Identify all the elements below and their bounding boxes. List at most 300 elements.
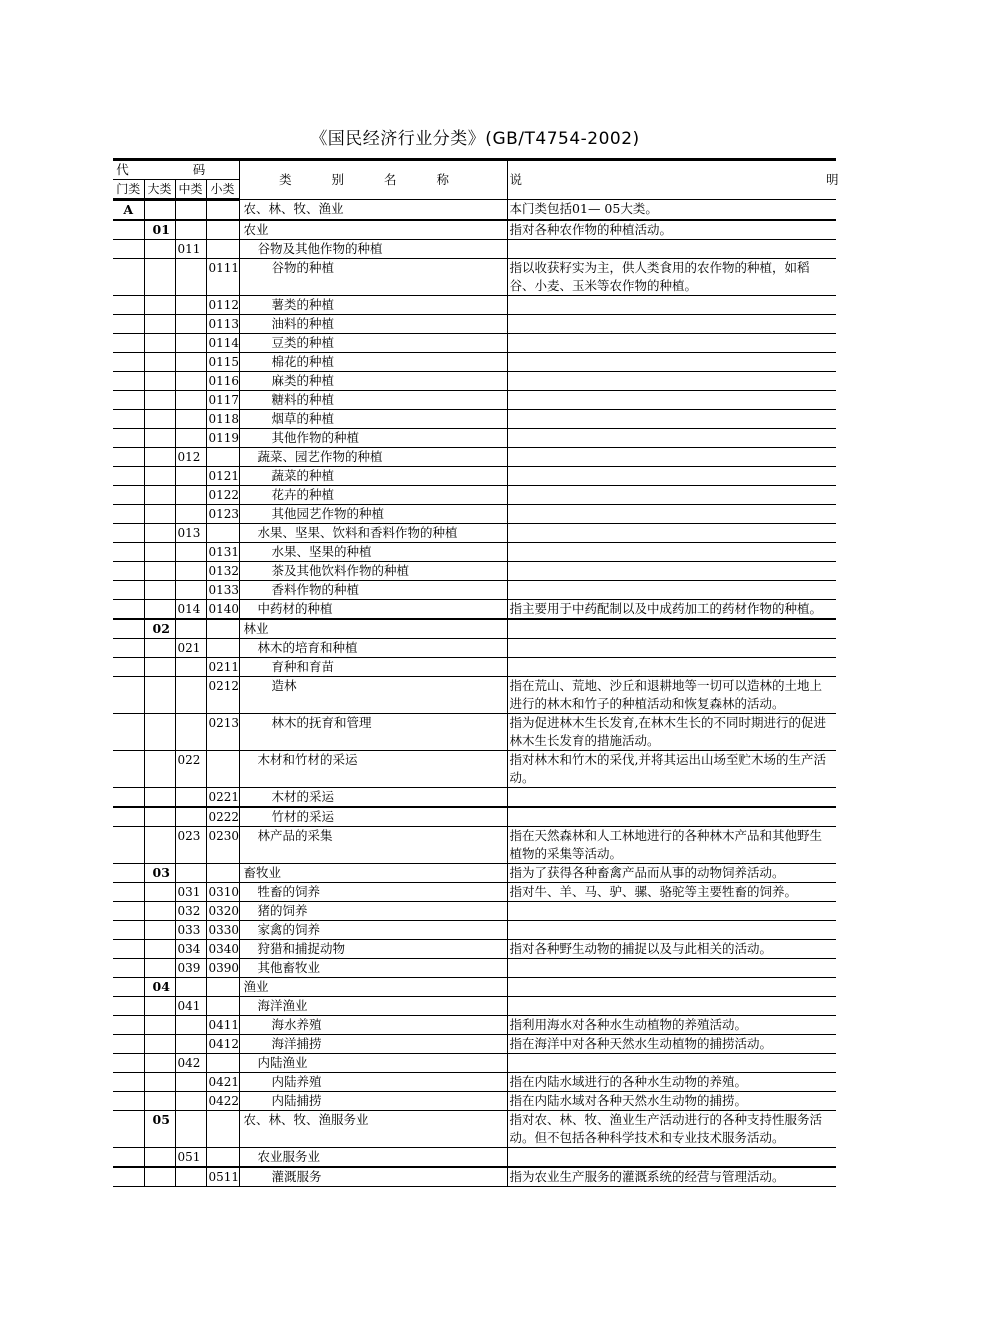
table-row	[113, 751, 836, 788]
industry-name-cell: 其他园艺作物的种植	[239, 505, 507, 524]
category-code-cell	[113, 240, 144, 259]
group-code-cell	[175, 486, 206, 505]
class-code-cell	[206, 240, 239, 259]
category-code-cell	[113, 751, 144, 788]
group-code-cell	[175, 467, 206, 486]
division-code-cell: 05	[144, 1111, 175, 1148]
division-code-cell	[144, 940, 175, 959]
division-code-cell	[144, 959, 175, 978]
division-code-cell	[144, 902, 175, 921]
class-code-cell: 0222	[206, 807, 239, 827]
industry-name-cell: 烟草的种植	[239, 410, 507, 429]
class-code-cell	[206, 639, 239, 658]
group-code-cell: 011	[175, 240, 206, 259]
industry-name-cell: 内陆捕捞	[239, 1092, 507, 1111]
description-cell: 指对牛、羊、马、驴、骡、骆驼等主要牲畜的饲养。	[507, 883, 836, 902]
table-row	[113, 240, 836, 259]
industry-classification-table	[113, 158, 989, 1187]
class-code-cell: 0411	[206, 1016, 239, 1035]
description-cell	[507, 902, 836, 921]
category-code-cell: A	[113, 200, 144, 221]
table-row	[113, 1111, 836, 1148]
table-row	[113, 315, 836, 334]
class-code-cell: 0121	[206, 467, 239, 486]
table-row	[113, 259, 836, 296]
category-code-cell	[113, 1016, 144, 1035]
group-code-cell: 039	[175, 959, 206, 978]
category-code-cell	[113, 883, 144, 902]
industry-name-cell: 谷物及其他作物的种植	[239, 240, 507, 259]
category-code-cell	[113, 410, 144, 429]
description-cell: 指在内陆水域对各种天然水生动物的捕捞。	[507, 1092, 836, 1111]
category-code-cell	[113, 562, 144, 581]
industry-name-cell: 麻类的种植	[239, 372, 507, 391]
table-body	[113, 200, 836, 1187]
table-row	[113, 562, 836, 581]
category-code-cell	[113, 677, 144, 714]
category-code-cell	[113, 827, 144, 864]
division-code-cell	[144, 921, 175, 940]
description-cell: 指对林木和竹木的采伐,并将其运出山场至贮木场的生产活动。	[507, 751, 836, 788]
division-code-cell	[144, 240, 175, 259]
category-code-cell	[113, 1148, 144, 1168]
table-row	[113, 543, 836, 562]
class-code-cell: 0118	[206, 410, 239, 429]
category-code-cell	[113, 524, 144, 543]
category-code-cell	[113, 372, 144, 391]
division-code-cell	[144, 639, 175, 658]
zhong-header: 中类	[175, 180, 206, 200]
group-code-cell	[175, 562, 206, 581]
division-code-cell	[144, 334, 175, 353]
class-code-cell	[206, 864, 239, 883]
class-code-cell: 0213	[206, 714, 239, 751]
table-row	[113, 864, 836, 883]
division-code-cell	[144, 1148, 175, 1168]
group-code-cell	[175, 677, 206, 714]
class-code-cell: 0116	[206, 372, 239, 391]
class-code-cell: 0412	[206, 1035, 239, 1054]
industry-name-cell: 育种和育苗	[239, 658, 507, 677]
group-code-cell	[175, 391, 206, 410]
description-cell: 指在荒山、荒地、沙丘和退耕地等一切可以造林的土地上进行的林木和竹子的种植活动和恢复森林的活动。	[507, 677, 836, 714]
table-row	[113, 1148, 836, 1168]
group-code-cell	[175, 1167, 206, 1187]
class-code-cell: 0511	[206, 1167, 239, 1187]
category-code-cell	[113, 864, 144, 883]
group-code-cell	[175, 1073, 206, 1092]
industry-name-cell: 木材的采运	[239, 788, 507, 808]
men-header: 门类	[113, 180, 144, 200]
division-code-cell	[144, 259, 175, 296]
table-row	[113, 677, 836, 714]
division-code-cell	[144, 429, 175, 448]
class-code-cell: 0112	[206, 296, 239, 315]
description-cell	[507, 334, 836, 353]
category-code-cell	[113, 619, 144, 639]
division-code-cell	[144, 543, 175, 562]
division-code-cell	[144, 827, 175, 864]
industry-name-cell: 林木的抚育和管理	[239, 714, 507, 751]
description-cell: 指为农业生产服务的灌溉系统的经营与管理活动。	[507, 1167, 836, 1187]
category-code-cell	[113, 1092, 144, 1111]
industry-name-cell: 茶及其他饮料作物的种植	[239, 562, 507, 581]
category-code-cell	[113, 315, 144, 334]
category-code-cell	[113, 714, 144, 751]
group-code-cell	[175, 505, 206, 524]
division-code-cell	[144, 751, 175, 788]
class-code-cell	[206, 978, 239, 997]
group-code-cell	[175, 619, 206, 639]
category-code-cell	[113, 807, 144, 827]
table-row	[113, 997, 836, 1016]
class-code-cell: 0330	[206, 921, 239, 940]
description-cell	[507, 486, 836, 505]
table-row	[113, 200, 836, 221]
group-code-cell	[175, 788, 206, 808]
table-row	[113, 788, 836, 808]
table-row	[113, 827, 836, 864]
division-code-cell	[144, 1073, 175, 1092]
industry-name-cell: 林木的培育和种植	[239, 639, 507, 658]
group-code-cell	[175, 220, 206, 240]
category-code-cell	[113, 353, 144, 372]
category-code-cell	[113, 978, 144, 997]
category-code-cell	[113, 997, 144, 1016]
description-cell: 本门类包括01— 05大类。	[507, 200, 836, 221]
group-code-cell: 051	[175, 1148, 206, 1168]
description-cell	[507, 562, 836, 581]
class-code-cell: 0122	[206, 486, 239, 505]
class-code-cell: 0390	[206, 959, 239, 978]
description-cell	[507, 353, 836, 372]
table-row	[113, 429, 836, 448]
table-row	[113, 658, 836, 677]
category-code-cell	[113, 448, 144, 467]
industry-name-cell: 棉花的种植	[239, 353, 507, 372]
class-code-cell: 0422	[206, 1092, 239, 1111]
industry-name-cell: 蔬菜、园艺作物的种植	[239, 448, 507, 467]
industry-name-cell: 中药材的种植	[239, 600, 507, 620]
group-code-cell	[175, 353, 206, 372]
group-code-cell	[175, 807, 206, 827]
description-cell: 指利用海水对各种水生动植物的养殖活动。	[507, 1016, 836, 1035]
group-code-cell: 033	[175, 921, 206, 940]
description-cell: 指在内陆水域进行的各种水生动物的养殖。	[507, 1073, 836, 1092]
division-code-cell	[144, 505, 175, 524]
industry-name-cell: 灌溉服务	[239, 1167, 507, 1187]
category-code-cell	[113, 296, 144, 315]
xiao-header: 小类	[206, 180, 239, 200]
description-cell	[507, 391, 836, 410]
description-cell: 指在天然森林和人工林地进行的各种林木产品和其他野生植物的采集等活动。	[507, 827, 836, 864]
table-row	[113, 524, 836, 543]
group-code-cell	[175, 200, 206, 221]
category-code-cell	[113, 334, 144, 353]
class-code-cell: 0230	[206, 827, 239, 864]
group-code-cell	[175, 372, 206, 391]
class-code-cell: 0123	[206, 505, 239, 524]
description-cell: 指主要用于中药配制以及中成药加工的药材作物的种植。	[507, 600, 836, 620]
category-code-cell	[113, 658, 144, 677]
category-code-cell	[113, 902, 144, 921]
table-row	[113, 505, 836, 524]
table-row	[113, 296, 836, 315]
division-code-cell	[144, 883, 175, 902]
division-code-cell	[144, 1167, 175, 1187]
category-code-cell	[113, 959, 144, 978]
division-code-cell	[144, 997, 175, 1016]
description-cell	[507, 410, 836, 429]
group-code-cell	[175, 581, 206, 600]
class-code-cell: 0132	[206, 562, 239, 581]
group-code-cell	[175, 1016, 206, 1035]
class-code-cell: 0310	[206, 883, 239, 902]
category-code-cell	[113, 788, 144, 808]
class-code-cell: 0111	[206, 259, 239, 296]
table-row	[113, 600, 836, 620]
division-code-cell: 04	[144, 978, 175, 997]
table-row	[113, 807, 836, 827]
table-row	[113, 220, 836, 240]
table-row	[113, 921, 836, 940]
group-code-cell: 034	[175, 940, 206, 959]
group-code-cell	[175, 315, 206, 334]
table-row	[113, 902, 836, 921]
division-code-cell	[144, 524, 175, 543]
table-row	[113, 883, 836, 902]
class-code-cell: 0421	[206, 1073, 239, 1092]
category-code-cell	[113, 505, 144, 524]
description-cell	[507, 505, 836, 524]
class-code-cell: 0211	[206, 658, 239, 677]
industry-name-cell: 家禽的饲养	[239, 921, 507, 940]
industry-name-cell: 花卉的种植	[239, 486, 507, 505]
table-row	[113, 372, 836, 391]
industry-name-cell: 糖料的种植	[239, 391, 507, 410]
industry-name-cell: 木材和竹材的采运	[239, 751, 507, 788]
industry-name-cell: 竹材的采运	[239, 807, 507, 827]
class-code-cell	[206, 1111, 239, 1148]
code-header: 代 码	[113, 160, 239, 180]
description-cell	[507, 658, 836, 677]
description-cell	[507, 639, 836, 658]
class-code-cell: 0114	[206, 334, 239, 353]
desc-header: 说 明	[507, 160, 836, 200]
industry-name-cell: 蔬菜的种植	[239, 467, 507, 486]
class-code-cell: 0320	[206, 902, 239, 921]
division-code-cell	[144, 788, 175, 808]
category-code-cell	[113, 391, 144, 410]
description-cell	[507, 1148, 836, 1168]
industry-name-cell: 其他畜牧业	[239, 959, 507, 978]
table-row	[113, 940, 836, 959]
industry-name-cell: 畜牧业	[239, 864, 507, 883]
class-code-cell	[206, 619, 239, 639]
class-code-cell: 0115	[206, 353, 239, 372]
industry-name-cell: 林产品的采集	[239, 827, 507, 864]
industry-name-cell: 渔业	[239, 978, 507, 997]
category-code-cell	[113, 1111, 144, 1148]
description-cell	[507, 788, 836, 808]
industry-name-cell: 农业	[239, 220, 507, 240]
industry-name-cell: 其他作物的种植	[239, 429, 507, 448]
table-row	[113, 978, 836, 997]
category-code-cell	[113, 486, 144, 505]
industry-name-cell: 水果、坚果、饮料和香料作物的种植	[239, 524, 507, 543]
description-cell	[507, 543, 836, 562]
description-cell	[507, 240, 836, 259]
description-cell	[507, 921, 836, 940]
table-row	[113, 1073, 836, 1092]
description-cell	[507, 581, 836, 600]
table-row	[113, 410, 836, 429]
description-cell	[507, 296, 836, 315]
description-cell	[507, 807, 836, 827]
name-header: 类 别 名 称	[239, 160, 507, 200]
category-code-cell	[113, 940, 144, 959]
industry-name-cell: 农、林、牧、渔服务业	[239, 1111, 507, 1148]
table-row	[113, 714, 836, 751]
group-code-cell: 014	[175, 600, 206, 620]
description-cell	[507, 959, 836, 978]
table-row	[113, 619, 836, 639]
group-code-cell: 022	[175, 751, 206, 788]
class-code-cell: 0117	[206, 391, 239, 410]
category-code-cell	[113, 1167, 144, 1187]
division-code-cell	[144, 296, 175, 315]
class-code-cell: 0119	[206, 429, 239, 448]
division-code-cell	[144, 714, 175, 751]
class-code-cell: 0131	[206, 543, 239, 562]
division-code-cell: 01	[144, 220, 175, 240]
table-row	[113, 959, 836, 978]
division-code-cell	[144, 1054, 175, 1073]
industry-name-cell: 农业服务业	[239, 1148, 507, 1168]
category-code-cell	[113, 467, 144, 486]
description-cell: 指对各种农作物的种植活动。	[507, 220, 836, 240]
industry-name-cell: 林业	[239, 619, 507, 639]
description-cell	[507, 1054, 836, 1073]
group-code-cell	[175, 1035, 206, 1054]
division-code-cell	[144, 562, 175, 581]
category-code-cell	[113, 1054, 144, 1073]
division-code-cell	[144, 353, 175, 372]
description-cell	[507, 978, 836, 997]
division-code-cell: 02	[144, 619, 175, 639]
category-code-cell	[113, 921, 144, 940]
group-code-cell: 023	[175, 827, 206, 864]
industry-name-cell: 薯类的种植	[239, 296, 507, 315]
description-cell	[507, 315, 836, 334]
category-code-cell	[113, 639, 144, 658]
class-code-cell	[206, 448, 239, 467]
table-row	[113, 581, 836, 600]
industry-name-cell: 农、林、牧、渔业	[239, 200, 507, 221]
table-row	[113, 1167, 836, 1187]
industry-name-cell: 海洋捕捞	[239, 1035, 507, 1054]
division-code-cell	[144, 658, 175, 677]
category-code-cell	[113, 1073, 144, 1092]
industry-name-cell: 牲畜的饲养	[239, 883, 507, 902]
division-code-cell	[144, 1035, 175, 1054]
industry-name-cell: 内陆养殖	[239, 1073, 507, 1092]
group-code-cell: 042	[175, 1054, 206, 1073]
class-code-cell	[206, 1054, 239, 1073]
table-row	[113, 1035, 836, 1054]
industry-name-cell: 油料的种植	[239, 315, 507, 334]
group-code-cell	[175, 1111, 206, 1148]
industry-name-cell: 谷物的种植	[239, 259, 507, 296]
division-code-cell: 03	[144, 864, 175, 883]
division-code-cell	[144, 807, 175, 827]
description-cell	[507, 448, 836, 467]
group-code-cell: 013	[175, 524, 206, 543]
division-code-cell	[144, 391, 175, 410]
group-code-cell	[175, 410, 206, 429]
class-code-cell	[206, 1148, 239, 1168]
industry-name-cell: 水果、坚果的种植	[239, 543, 507, 562]
industry-name-cell: 香料作物的种植	[239, 581, 507, 600]
table-row	[113, 486, 836, 505]
category-code-cell	[113, 1035, 144, 1054]
group-code-cell	[175, 1092, 206, 1111]
group-code-cell	[175, 259, 206, 296]
category-code-cell	[113, 581, 144, 600]
description-cell: 指在海洋中对各种天然水生动植物的捕捞活动。	[507, 1035, 836, 1054]
division-code-cell	[144, 677, 175, 714]
division-code-cell	[144, 1016, 175, 1035]
industry-name-cell: 豆类的种植	[239, 334, 507, 353]
table-row	[113, 1092, 836, 1111]
description-cell	[507, 997, 836, 1016]
table-row	[113, 467, 836, 486]
class-code-cell: 0212	[206, 677, 239, 714]
description-cell	[507, 524, 836, 543]
description-cell	[507, 467, 836, 486]
group-code-cell	[175, 543, 206, 562]
division-code-cell	[144, 448, 175, 467]
division-code-cell	[144, 581, 175, 600]
description-cell: 指对各种野生动物的捕捉以及与此相关的活动。	[507, 940, 836, 959]
table-row	[113, 391, 836, 410]
description-cell: 指为了获得各种畜禽产品而从事的动物饲养活动。	[507, 864, 836, 883]
division-code-cell	[144, 200, 175, 221]
group-code-cell	[175, 714, 206, 751]
industry-name-cell: 狩猎和捕捉动物	[239, 940, 507, 959]
group-code-cell	[175, 334, 206, 353]
industry-name-cell: 造林	[239, 677, 507, 714]
class-code-cell	[206, 997, 239, 1016]
table-row	[113, 334, 836, 353]
category-code-cell	[113, 600, 144, 620]
division-code-cell	[144, 315, 175, 334]
description-cell: 指对农、林、牧、渔业生产活动进行的各种支持性服务活动。但不包括各种科学技术和专业技术服务活动。	[507, 1111, 836, 1148]
group-code-cell: 031	[175, 883, 206, 902]
category-code-cell	[113, 259, 144, 296]
table-row	[113, 639, 836, 658]
division-code-cell	[144, 467, 175, 486]
class-code-cell: 0221	[206, 788, 239, 808]
class-code-cell: 0140	[206, 600, 239, 620]
class-code-cell	[206, 220, 239, 240]
class-code-cell	[206, 524, 239, 543]
table-row	[113, 353, 836, 372]
class-code-cell: 0133	[206, 581, 239, 600]
da-header: 大类	[144, 180, 175, 200]
industry-name-cell: 猪的饲养	[239, 902, 507, 921]
division-code-cell	[144, 372, 175, 391]
